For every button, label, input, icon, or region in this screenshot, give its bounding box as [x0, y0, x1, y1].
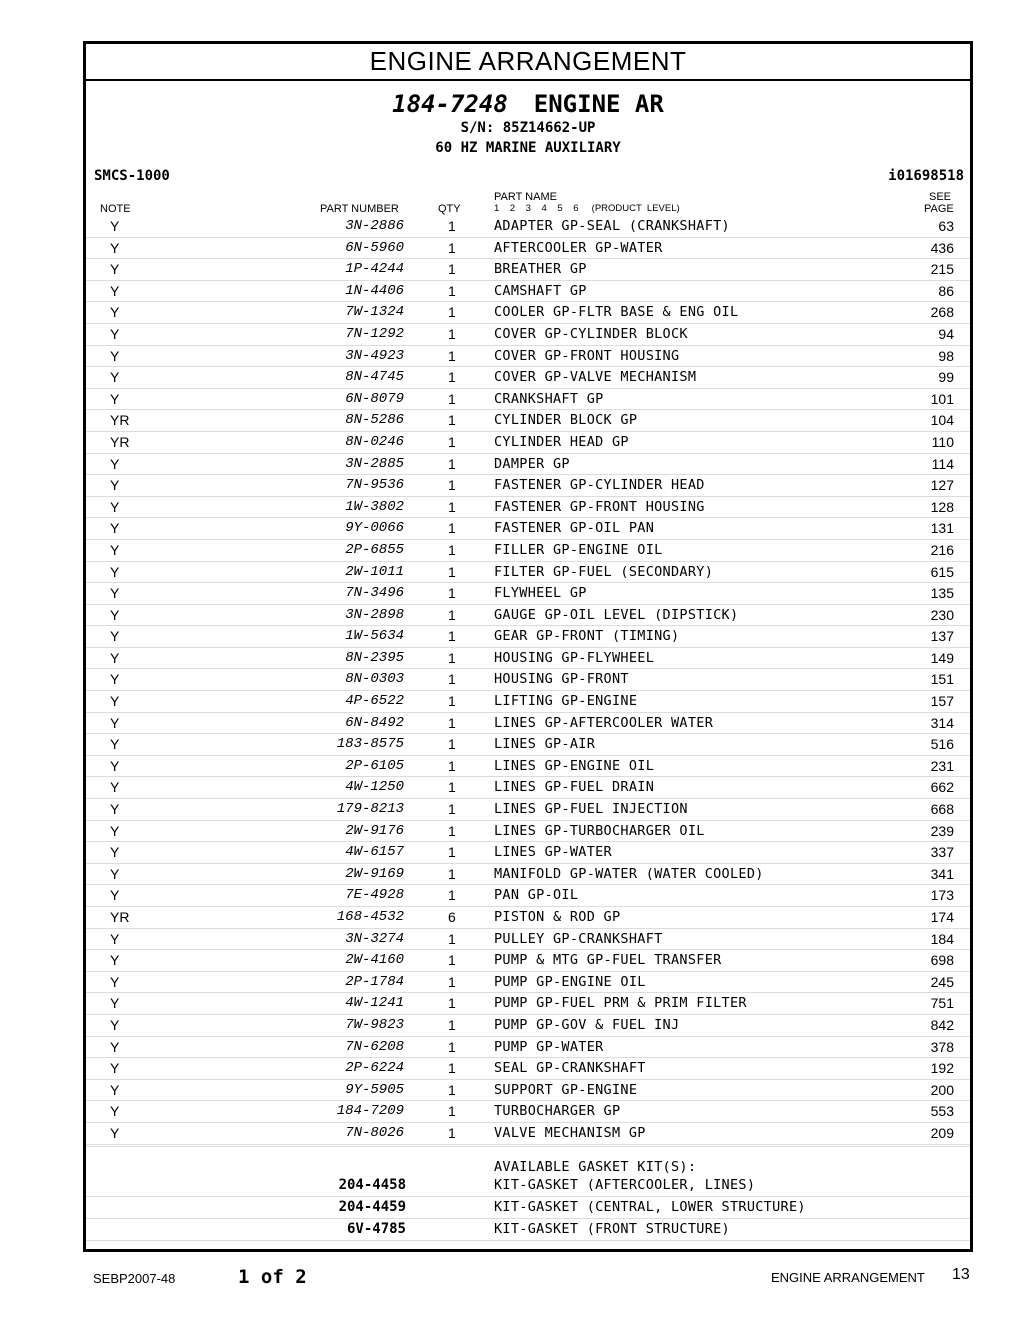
- table-row: [86, 1015, 970, 1037]
- table-row: [86, 1101, 970, 1123]
- table-row: [86, 605, 970, 627]
- table-row: [86, 281, 970, 303]
- part-name-cell: FASTENER GP-CYLINDER HEAD: [494, 477, 705, 494]
- qty-cell: 1: [448, 390, 456, 407]
- column-header-note: NOTE: [100, 203, 131, 215]
- note-cell: Y: [110, 693, 120, 710]
- note-cell: Y: [110, 541, 120, 558]
- part-number-cell: 6N-5960: [345, 239, 404, 256]
- part-number-cell: 4W-1241: [345, 995, 404, 1012]
- part-number-cell: 1N-4406: [345, 282, 404, 299]
- qty-cell: 1: [448, 714, 456, 731]
- table-row: [86, 864, 970, 886]
- qty-cell: 1: [448, 347, 456, 364]
- table-row: [86, 648, 970, 670]
- note-cell: Y: [110, 952, 120, 969]
- see-page-cell: 99: [938, 369, 954, 386]
- note-cell: Y: [110, 455, 120, 472]
- see-page-cell: 114: [931, 455, 954, 472]
- part-number-cell: 8N-0246: [345, 433, 404, 450]
- table-row: [86, 821, 970, 843]
- note-cell: Y: [110, 757, 120, 774]
- see-page-cell: 216: [930, 541, 954, 558]
- note-cell: Y: [110, 390, 120, 407]
- table-row: [86, 259, 970, 281]
- kit-name: KIT-GASKET (FRONT STRUCTURE): [494, 1221, 730, 1237]
- table-row: [86, 1123, 970, 1145]
- see-page-cell: 209: [930, 1124, 954, 1141]
- part-name-cell: HOUSING GP-FRONT: [494, 671, 629, 688]
- gasket-kits-title: AVAILABLE GASKET KIT(S):: [494, 1159, 697, 1175]
- part-name-cell: LINES GP-FUEL DRAIN: [494, 779, 655, 796]
- part-name-cell: PAN GP-OIL: [494, 887, 579, 904]
- table-row: [86, 346, 970, 368]
- table-row: [86, 777, 970, 799]
- qty-cell: 1: [448, 563, 456, 580]
- part-name-cell: SEAL GP-CRANKSHAFT: [494, 1060, 646, 1077]
- qty-cell: 1: [448, 218, 456, 234]
- note-cell: Y: [110, 628, 120, 645]
- note-cell: Y: [110, 520, 120, 537]
- document-number: SEBP2007-48: [93, 1271, 176, 1286]
- table-row: [86, 497, 970, 519]
- part-name-cell: COOLER GP-FLTR BASE & ENG OIL: [494, 304, 739, 321]
- qty-cell: 1: [448, 433, 456, 450]
- part-number-cell: 183-8575: [336, 736, 404, 753]
- qty-cell: 1: [448, 369, 456, 386]
- note-cell: Y: [110, 369, 120, 386]
- note-cell: YR: [110, 412, 130, 429]
- table-row: [86, 324, 970, 346]
- note-cell: Y: [110, 1103, 120, 1120]
- note-cell: Y: [110, 1081, 120, 1098]
- note-cell: Y: [110, 844, 120, 861]
- see-page-cell: 200: [930, 1081, 954, 1098]
- table-row: [86, 238, 970, 260]
- kit-row: [86, 1197, 970, 1219]
- see-page-cell: 615: [930, 563, 954, 580]
- table-row: [86, 475, 970, 497]
- part-number-cell: 2P-6224: [345, 1060, 404, 1077]
- qty-cell: 1: [448, 1081, 456, 1098]
- part-number-cell: 4W-1250: [345, 779, 404, 796]
- assembly-part-number: 184-7248: [392, 90, 508, 118]
- note-cell: Y: [110, 1060, 120, 1077]
- gasket-kits-table: [86, 1175, 970, 1241]
- qty-cell: 1: [448, 995, 456, 1012]
- qty-cell: 1: [448, 1103, 456, 1120]
- qty-cell: 1: [448, 1016, 456, 1033]
- note-cell: YR: [110, 909, 130, 925]
- see-page-cell: 239: [930, 822, 954, 839]
- table-row: [86, 842, 970, 864]
- column-header-part-number: PART NUMBER: [320, 203, 399, 215]
- see-page-cell: 268: [930, 304, 954, 321]
- see-page-cell: 231: [930, 757, 954, 774]
- kit-part-number: 6V-4785: [346, 1221, 406, 1237]
- part-number-cell: 184-7209: [336, 1103, 404, 1120]
- serial-number: S/N: 85Z14662-UP: [460, 120, 596, 136]
- part-number-cell: 6N-8492: [345, 714, 404, 731]
- note-cell: Y: [110, 563, 120, 580]
- table-row: [86, 216, 970, 238]
- see-page-cell: 135: [930, 585, 954, 602]
- part-name-cell: VALVE MECHANISM GP: [494, 1124, 646, 1141]
- qty-cell: 1: [448, 952, 456, 969]
- see-page-cell: 341: [930, 865, 954, 882]
- note-cell: Y: [110, 822, 120, 839]
- see-page-cell: 516: [930, 736, 954, 753]
- see-page-cell: 436: [930, 239, 954, 256]
- part-name-cell: TURBOCHARGER GP: [494, 1103, 621, 1120]
- part-number-cell: 3N-2886: [345, 218, 404, 234]
- table-row: [86, 518, 970, 540]
- part-number-cell: 1W-5634: [345, 628, 404, 645]
- qty-cell: 1: [448, 779, 456, 796]
- note-cell: Y: [110, 801, 120, 818]
- qty-cell: 1: [448, 455, 456, 472]
- see-page-cell: 337: [930, 844, 954, 861]
- table-row: [86, 302, 970, 324]
- kit-row: [86, 1219, 970, 1241]
- note-cell: Y: [110, 973, 120, 990]
- part-name-cell: HOUSING GP-FLYWHEEL: [494, 649, 655, 666]
- qty-cell: 1: [448, 757, 456, 774]
- note-cell: Y: [110, 325, 120, 342]
- column-header-part-name: PART NAME: [494, 191, 557, 203]
- note-cell: Y: [110, 261, 120, 278]
- kit-name: KIT-GASKET (AFTERCOOLER, LINES): [494, 1177, 756, 1193]
- qty-cell: 1: [448, 865, 456, 882]
- table-row: [86, 929, 970, 951]
- see-page-cell: 314: [930, 714, 954, 731]
- column-header-page: PAGE: [924, 203, 954, 215]
- part-number-cell: 7E-4928: [345, 887, 404, 904]
- see-page-cell: 127: [930, 477, 954, 494]
- part-name-cell: LINES GP-ENGINE OIL: [494, 757, 655, 774]
- note-cell: Y: [110, 1124, 120, 1141]
- table-row: [86, 432, 970, 454]
- note-cell: Y: [110, 779, 120, 796]
- note-cell: Y: [110, 304, 120, 321]
- see-page-cell: 842: [930, 1016, 954, 1033]
- table-row: [86, 713, 970, 735]
- part-name-cell: LIFTING GP-ENGINE: [494, 693, 638, 710]
- part-number-cell: 3N-2885: [345, 455, 404, 472]
- part-number-cell: 4P-6522: [345, 693, 404, 710]
- part-number-cell: 2P-6105: [345, 757, 404, 774]
- see-page-cell: 662: [930, 779, 954, 796]
- part-name-cell: PUMP GP-FUEL PRM & PRIM FILTER: [494, 995, 747, 1012]
- kit-row: [86, 1175, 970, 1197]
- footer-section-title: ENGINE ARRANGEMENT: [771, 1270, 925, 1285]
- note-cell: Y: [110, 1038, 120, 1055]
- part-name-cell: COVER GP-VALVE MECHANISM: [494, 369, 697, 386]
- see-page-cell: 245: [930, 973, 954, 990]
- part-name-cell: GEAR GP-FRONT (TIMING): [494, 628, 680, 645]
- part-name-cell: FLYWHEEL GP: [494, 585, 587, 602]
- see-page-cell: 137: [930, 628, 954, 645]
- qty-cell: 1: [448, 585, 456, 602]
- part-name-cell: PUMP GP-ENGINE OIL: [494, 973, 646, 990]
- table-row: [86, 410, 970, 432]
- table-row: [86, 1080, 970, 1102]
- page-number: 13: [952, 1266, 970, 1283]
- qty-cell: 1: [448, 282, 456, 299]
- note-cell: Y: [110, 1016, 120, 1033]
- note-cell: Y: [110, 606, 120, 623]
- part-name-cell: PUMP & MTG GP-FUEL TRANSFER: [494, 952, 722, 969]
- part-number-cell: 9Y-5905: [345, 1081, 404, 1098]
- see-page-cell: 378: [930, 1038, 954, 1055]
- part-number-cell: 179-8213: [336, 801, 404, 818]
- table-row: [86, 562, 970, 584]
- part-name-cell: PULLEY GP-CRANKSHAFT: [494, 930, 663, 947]
- part-name-cell: SUPPORT GP-ENGINE: [494, 1081, 638, 1098]
- part-number-cell: 7W-1324: [345, 304, 404, 321]
- part-name-cell: CAMSHAFT GP: [494, 282, 587, 299]
- part-number-cell: 3N-4923: [345, 347, 404, 364]
- qty-cell: 1: [448, 239, 456, 256]
- table-row: [86, 972, 970, 994]
- note-cell: YR: [110, 433, 130, 450]
- section-title: ENGINE ARRANGEMENT: [86, 44, 970, 81]
- illustration-id: i01698518: [888, 168, 964, 184]
- see-page-cell: 174: [930, 909, 954, 925]
- see-page-cell: 98: [938, 347, 954, 364]
- part-number-cell: 7W-9823: [345, 1016, 404, 1033]
- part-name-cell: ADAPTER GP-SEAL (CRANKSHAFT): [494, 218, 730, 234]
- table-row: [86, 734, 970, 756]
- see-page-cell: 104: [930, 412, 954, 429]
- part-number-cell: 2W-9176: [345, 822, 404, 839]
- note-cell: Y: [110, 585, 120, 602]
- part-name-cell: GAUGE GP-OIL LEVEL (DIPSTICK): [494, 606, 739, 623]
- part-number-cell: 2W-1011: [345, 563, 404, 580]
- parts-table: [86, 216, 970, 1145]
- table-row: [86, 799, 970, 821]
- qty-cell: 6: [448, 909, 456, 925]
- qty-cell: 1: [448, 304, 456, 321]
- assembly-description: 60 HZ MARINE AUXILIARY: [435, 140, 621, 156]
- qty-cell: 1: [448, 325, 456, 342]
- part-name-cell: PUMP GP-WATER: [494, 1038, 604, 1055]
- part-number-cell: 3N-2898: [345, 606, 404, 623]
- part-name-cell: COVER GP-CYLINDER BLOCK: [494, 325, 688, 342]
- part-name-cell: LINES GP-TURBOCHARGER OIL: [494, 822, 705, 839]
- see-page-cell: 668: [930, 801, 954, 818]
- part-number-cell: 4W-6157: [345, 844, 404, 861]
- part-name-cell: LINES GP-AIR: [494, 736, 596, 753]
- part-name-cell: CYLINDER BLOCK GP: [494, 412, 638, 429]
- note-cell: Y: [110, 865, 120, 882]
- see-page-cell: 128: [930, 498, 954, 515]
- qty-cell: 1: [448, 628, 456, 645]
- see-page-cell: 131: [930, 520, 954, 537]
- qty-cell: 1: [448, 412, 456, 429]
- table-row: [86, 540, 970, 562]
- part-name-cell: CYLINDER HEAD GP: [494, 433, 629, 450]
- see-page-cell: 553: [930, 1103, 954, 1120]
- qty-cell: 1: [448, 649, 456, 666]
- see-page-cell: 230: [930, 606, 954, 623]
- qty-cell: 1: [448, 1124, 456, 1141]
- kit-name: KIT-GASKET (CENTRAL, LOWER STRUCTURE): [494, 1199, 806, 1215]
- kit-part-number: 204-4459: [338, 1199, 406, 1215]
- part-number-cell: 7N-1292: [345, 325, 404, 342]
- note-cell: Y: [110, 239, 120, 256]
- part-name-cell: FASTENER GP-FRONT HOUSING: [494, 498, 705, 515]
- part-number-cell: 1W-3802: [345, 498, 404, 515]
- see-page-cell: 173: [930, 887, 954, 904]
- part-name-cell: MANIFOLD GP-WATER (WATER COOLED): [494, 865, 764, 882]
- table-row: [86, 389, 970, 411]
- part-number-cell: 1P-4244: [345, 261, 404, 278]
- see-page-cell: 101: [930, 390, 954, 407]
- qty-cell: 1: [448, 973, 456, 990]
- part-name-cell: LINES GP-WATER: [494, 844, 612, 861]
- table-row: [86, 1037, 970, 1059]
- see-page-cell: 151: [930, 671, 954, 688]
- see-page-cell: 149: [930, 649, 954, 666]
- qty-cell: 1: [448, 822, 456, 839]
- table-row: [86, 1058, 970, 1080]
- see-page-cell: 94: [938, 325, 954, 342]
- table-row: [86, 885, 970, 907]
- page-of: 1 of 2: [238, 1266, 307, 1288]
- qty-cell: 1: [448, 477, 456, 494]
- qty-cell: 1: [448, 844, 456, 861]
- column-header-product-level: 1 2 3 4 5 6 (PRODUCT LEVEL): [494, 203, 680, 214]
- qty-cell: 1: [448, 1038, 456, 1055]
- part-name-cell: PISTON & ROD GP: [494, 909, 621, 925]
- see-page-cell: 184: [930, 930, 954, 947]
- note-cell: Y: [110, 671, 120, 688]
- note-cell: Y: [110, 477, 120, 494]
- part-number-cell: 7N-6208: [345, 1038, 404, 1055]
- qty-cell: 1: [448, 801, 456, 818]
- assembly-heading: [86, 90, 970, 118]
- see-page-cell: 698: [930, 952, 954, 969]
- part-number-cell: 7N-9536: [345, 477, 404, 494]
- note-cell: Y: [110, 218, 120, 234]
- part-number-cell: 9Y-0066: [345, 520, 404, 537]
- see-page-cell: 63: [938, 218, 954, 234]
- note-cell: Y: [110, 347, 120, 364]
- smcs-code: SMCS-1000: [94, 168, 170, 184]
- column-header-qty: QTY: [438, 203, 461, 215]
- part-name-cell: COVER GP-FRONT HOUSING: [494, 347, 680, 364]
- part-number-cell: 8N-2395: [345, 649, 404, 666]
- note-cell: Y: [110, 714, 120, 731]
- part-name-cell: AFTERCOOLER GP-WATER: [494, 239, 663, 256]
- parts-list-frame: [83, 41, 973, 1252]
- divider: [86, 1146, 970, 1147]
- part-number-cell: 2P-1784: [345, 973, 404, 990]
- table-row: [86, 950, 970, 972]
- part-number-cell: 3N-3274: [345, 930, 404, 947]
- part-name-cell: CRANKSHAFT GP: [494, 390, 604, 407]
- see-page-cell: 110: [931, 433, 954, 450]
- qty-cell: 1: [448, 520, 456, 537]
- see-page-cell: 215: [930, 261, 954, 278]
- qty-cell: 1: [448, 606, 456, 623]
- part-number-cell: 7N-3496: [345, 585, 404, 602]
- note-cell: Y: [110, 649, 120, 666]
- part-number-cell: 2W-4160: [345, 952, 404, 969]
- qty-cell: 1: [448, 498, 456, 515]
- part-name-cell: LINES GP-FUEL INJECTION: [494, 801, 688, 818]
- table-row: [86, 367, 970, 389]
- part-name-cell: FASTENER GP-OIL PAN: [494, 520, 655, 537]
- qty-cell: 1: [448, 1060, 456, 1077]
- part-number-cell: 168-4532: [336, 909, 404, 925]
- part-name-cell: PUMP GP-GOV & FUEL INJ: [494, 1016, 680, 1033]
- table-row: [86, 756, 970, 778]
- assembly-name: ENGINE AR: [533, 90, 664, 118]
- qty-cell: 1: [448, 261, 456, 278]
- table-row: [86, 669, 970, 691]
- table-row: [86, 454, 970, 476]
- table-row: [86, 583, 970, 605]
- qty-cell: 1: [448, 541, 456, 558]
- part-number-cell: 8N-5286: [345, 412, 404, 429]
- qty-cell: 1: [448, 887, 456, 904]
- part-name-cell: FILLER GP-ENGINE OIL: [494, 541, 663, 558]
- qty-cell: 1: [448, 930, 456, 947]
- part-number-cell: 6N-8079: [345, 390, 404, 407]
- part-name-cell: DAMPER GP: [494, 455, 570, 472]
- table-row: [86, 626, 970, 648]
- part-number-cell: 7N-8026: [345, 1124, 404, 1141]
- qty-cell: 1: [448, 736, 456, 753]
- qty-cell: 1: [448, 671, 456, 688]
- part-number-cell: 2P-6855: [345, 541, 404, 558]
- note-cell: Y: [110, 887, 120, 904]
- table-row: [86, 907, 970, 929]
- note-cell: Y: [110, 930, 120, 947]
- column-header-see: SEE: [929, 191, 952, 203]
- table-row: [86, 993, 970, 1015]
- part-name-cell: BREATHER GP: [494, 261, 587, 278]
- part-number-cell: 2W-9169: [345, 865, 404, 882]
- see-page-cell: 86: [938, 282, 954, 299]
- see-page-cell: 192: [930, 1060, 954, 1077]
- part-number-cell: 8N-4745: [345, 369, 404, 386]
- qty-cell: 1: [448, 693, 456, 710]
- see-page-cell: 157: [930, 693, 954, 710]
- part-name-cell: LINES GP-AFTERCOOLER WATER: [494, 714, 714, 731]
- note-cell: Y: [110, 282, 120, 299]
- table-row: [86, 691, 970, 713]
- part-name-cell: FILTER GP-FUEL (SECONDARY): [494, 563, 714, 580]
- note-cell: Y: [110, 995, 120, 1012]
- note-cell: Y: [110, 498, 120, 515]
- part-number-cell: 8N-0303: [345, 671, 404, 688]
- kit-part-number: 204-4458: [338, 1177, 406, 1193]
- note-cell: Y: [110, 736, 120, 753]
- see-page-cell: 751: [930, 995, 954, 1012]
